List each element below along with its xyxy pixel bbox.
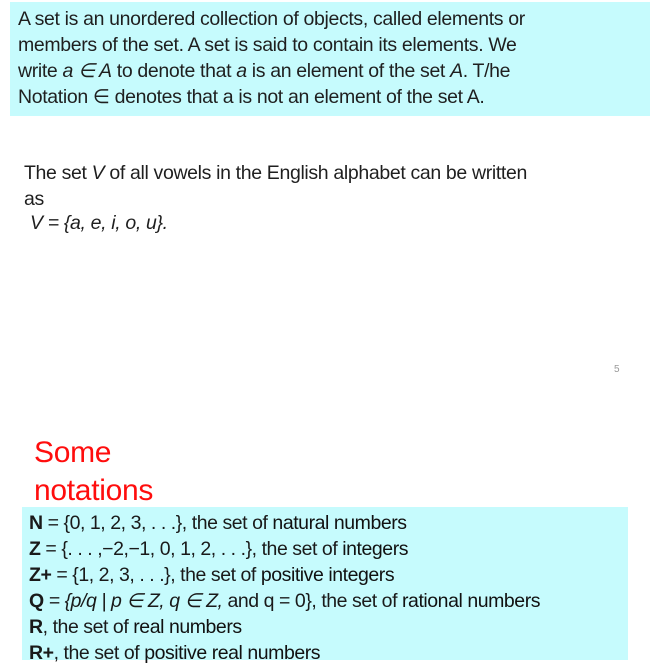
- vowel-line: [24, 160, 527, 186]
- notation-item: [29, 562, 394, 588]
- set-symbol: Q: [29, 590, 44, 612]
- term: positive integers: [260, 564, 395, 586]
- term: real numbers: [133, 616, 242, 638]
- notation-item: [29, 536, 408, 562]
- text: to denote that: [111, 60, 237, 82]
- text: , the set of: [53, 642, 145, 664]
- vowel-line: as: [24, 188, 44, 210]
- text: = {. . . ,−2,−1, 0, 1, 2, . . .}, the set of: [40, 538, 343, 560]
- set-symbol: Z: [29, 538, 41, 560]
- notation-item: [29, 510, 407, 536]
- section-heading: notations: [34, 474, 154, 507]
- text: . T/he: [462, 60, 511, 82]
- set-symbol: R: [29, 616, 43, 638]
- definition-line: A set is an unordered collection of objects, called elements or: [18, 8, 525, 30]
- math-expression: = {p/q | p ∈ Z, q ∈ Z,: [43, 590, 223, 612]
- set-symbol: R+: [29, 642, 54, 664]
- set-definition-box: [10, 2, 650, 116]
- set-symbol: N: [29, 512, 43, 534]
- text: is an element of the set: [246, 60, 451, 82]
- math-variable: V: [91, 162, 105, 184]
- term: rational numbers: [402, 590, 541, 612]
- set-symbol: Z+: [29, 564, 52, 586]
- notation-item: [29, 614, 242, 640]
- text: The set: [24, 162, 92, 184]
- text: and q = 0}, the set of: [222, 590, 402, 612]
- term: natural numbers: [272, 512, 407, 534]
- math-variable: A: [450, 60, 463, 82]
- notation-item: [29, 588, 540, 614]
- term: positive real numbers: [144, 642, 321, 664]
- text: of all vowels in the English alphabet can be written: [104, 162, 527, 184]
- definition-line: [18, 58, 510, 84]
- math-variable: a: [236, 60, 247, 82]
- page-number: 5: [614, 364, 620, 375]
- definition-line: Notation ∈ denotes that a is not an element of the set A.: [18, 86, 485, 108]
- notation-item: [29, 640, 320, 666]
- math-expression: a ∈ A: [62, 60, 112, 82]
- vowel-set-expression: V = {a, e, i, o, u}.: [30, 212, 168, 234]
- notations-box: [22, 507, 628, 664]
- definition-line: members of the set. A set is said to contain its elements. We: [18, 34, 517, 56]
- text: = {1, 2, 3, . . .}, the set of: [51, 564, 261, 586]
- section-heading: Some: [34, 436, 112, 469]
- term: integers: [342, 538, 409, 560]
- text: = {0, 1, 2, 3, . . .}, the set of: [42, 512, 273, 534]
- text: write: [18, 60, 63, 82]
- text: , the set of: [42, 616, 134, 638]
